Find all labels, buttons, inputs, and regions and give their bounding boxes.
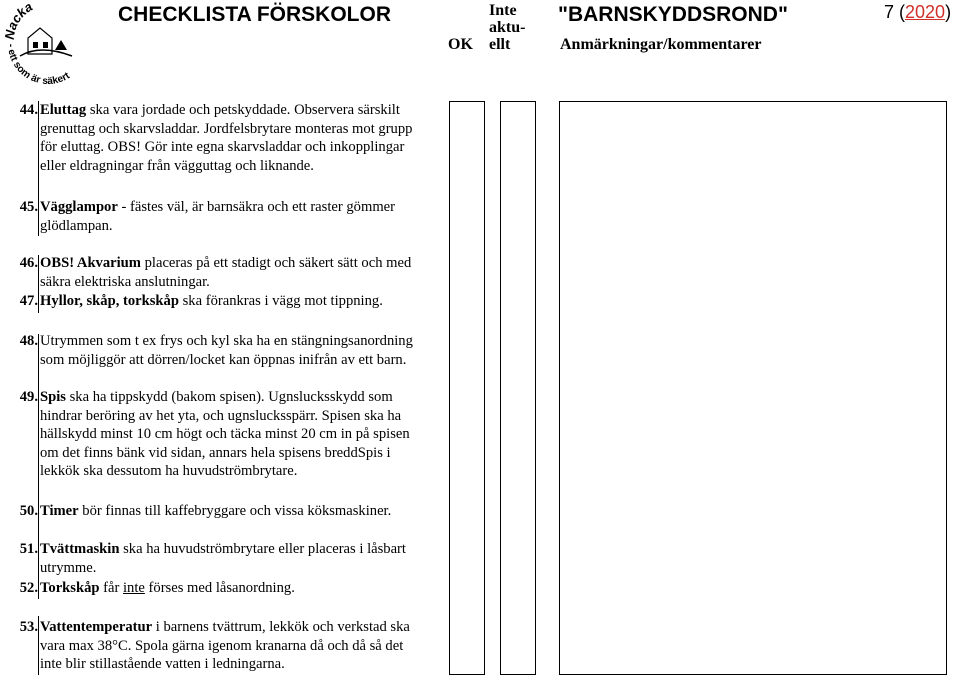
item-number: 49. xyxy=(19,389,38,405)
separator-line xyxy=(38,334,39,599)
item-rest: i barnens tvättrum, lekkök och verkstad ska vara max 38°C. Spola gärna igenom kranarna då och då så det inte blir stillastående vatten i ledningarna. xyxy=(40,619,410,672)
item-number: 46. xyxy=(19,255,38,271)
item-text xyxy=(40,502,418,521)
ok-column-box[interactable] xyxy=(449,101,485,675)
col-header-inte-line2: aktu- xyxy=(489,19,526,36)
col-header-comments: Anmärkningar/kommentarer xyxy=(560,36,762,53)
item-bold: Spis xyxy=(40,389,66,405)
item-number: 51. xyxy=(19,541,38,557)
col-header-inte-aktuellt xyxy=(489,2,525,53)
page-prefix: 7 ( xyxy=(884,2,906,22)
item-rest: Utrymmen som t ex frys och kyl ska ha en stängningsanordning som möjliggör att dörren/locket kan öppnas inifrån av ett barn. xyxy=(40,333,413,368)
item-number: 53. xyxy=(19,619,38,635)
comments-column-box[interactable] xyxy=(559,101,947,675)
item-text xyxy=(40,540,418,577)
item-text xyxy=(40,579,418,598)
logo-text-top: Nacka xyxy=(1,0,35,41)
item-rest: bör finnas till kaffebryggare och vissa köksmaskiner. xyxy=(78,503,392,519)
svg-text:Nacka xyxy=(2,0,35,40)
item-text xyxy=(40,101,418,175)
item-number: 47. xyxy=(19,293,38,309)
page-suffix: ) xyxy=(945,2,952,22)
item-bold: Eluttag xyxy=(40,102,87,118)
item-text xyxy=(40,332,418,369)
item-rest-a: får xyxy=(99,580,123,596)
document-title: CHECKLISTA FÖRSKOLOR xyxy=(118,3,391,26)
item-number: 50. xyxy=(19,503,38,519)
item-text xyxy=(40,198,418,235)
item-text xyxy=(40,254,418,291)
item-number: 45. xyxy=(19,199,38,215)
item-rest: ska förankras i vägg mot tippning. xyxy=(178,293,383,309)
item-bold: OBS! Akvarium xyxy=(40,255,141,271)
separator-line xyxy=(38,616,39,675)
item-rest: ska vara jordade och petskyddade. Observera särskilt grenuttag och skarvsladdar. Jordfelsbrytare monteras mot grupp för eluttag. OBS! Gör inte egna skarvsladdar och inkopplingar eller eldragningar från vägguttag och liknande. xyxy=(40,102,413,174)
logo-text-bottom: - ett som är säkert xyxy=(4,43,72,88)
item-text xyxy=(40,618,418,674)
item-text xyxy=(40,388,418,481)
logo-house-icon xyxy=(20,28,72,56)
page-number xyxy=(884,2,951,23)
page-year: 2020 xyxy=(905,2,946,22)
separator-line xyxy=(38,101,39,236)
item-bold: Hyllor, skåp, torkskåp xyxy=(40,293,179,309)
item-bold: Vattentemperatur xyxy=(40,619,153,635)
item-rest: ska ha huvudströmbrytare eller placeras i låsbart utrymme. xyxy=(40,541,406,576)
item-bold: Vägglampor xyxy=(40,199,118,215)
item-underlined: inte xyxy=(123,580,145,596)
item-rest: placeras på ett stadigt och säkert sätt och med säkra elektriska anslutningar. xyxy=(40,255,412,290)
item-number: 44. xyxy=(19,102,38,118)
item-rest-b: förses med låsanordning. xyxy=(144,580,295,596)
item-rest: ska ha tippskydd (bakom spisen). Ugnslucksskydd som hindrar beröring av het yta, och ugnslucksspärr. Spisen ska ha hällskydd minst 10 cm högt och täcka minst 20 cm in på spisen om det finns bänk vid sidan, annars hela spisens breddSpis i lekkök ska dessutom ha huvudströmbrytare. xyxy=(40,389,410,479)
col-header-ok: OK xyxy=(448,36,473,53)
logo xyxy=(0,0,95,88)
separator-line xyxy=(38,255,39,313)
item-bold: Tvättmaskin xyxy=(40,541,120,557)
item-text xyxy=(40,292,418,311)
col-header-inte-line1: Inte xyxy=(489,2,517,19)
inte-aktuellt-column-box[interactable] xyxy=(500,101,536,675)
col-header-inte-line3: ellt xyxy=(489,36,511,53)
item-rest: - fästes väl, är barnsäkra och ett raster gömmer glödlampan. xyxy=(40,199,396,234)
rond-title: "BARNSKYDDSROND" xyxy=(558,3,788,26)
item-bold: Torkskåp xyxy=(40,580,100,596)
item-number: 52. xyxy=(19,580,38,596)
item-number: 48. xyxy=(19,333,38,349)
item-bold: Timer xyxy=(40,503,79,519)
